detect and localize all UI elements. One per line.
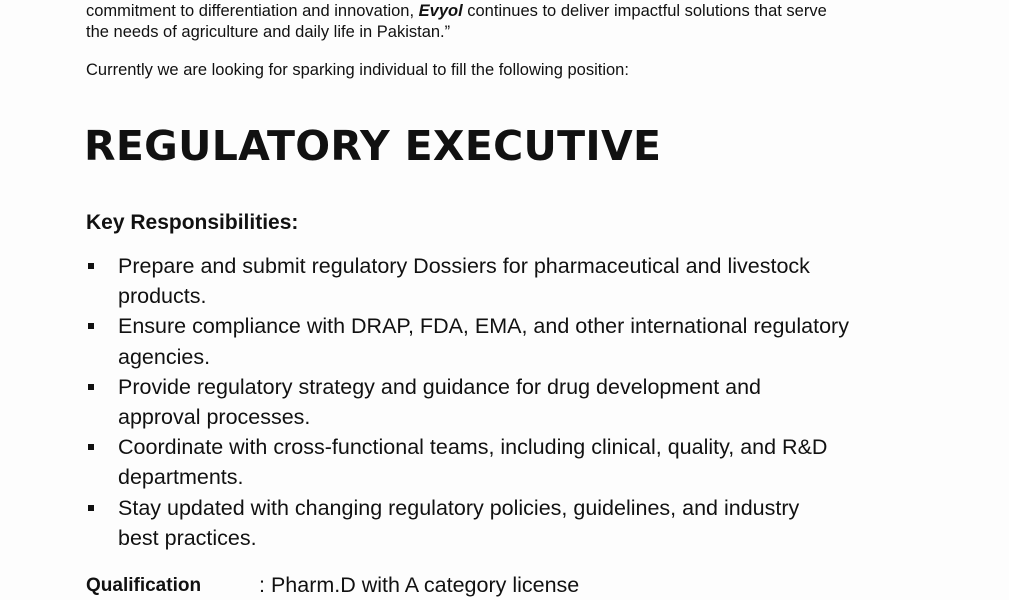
responsibility-line-1: Stay updated with changing regulatory policies, guidelines, and industry [118, 495, 800, 520]
responsibility-line-2: departments. [118, 465, 244, 490]
responsibility-line-1: Ensure compliance with DRAP, FDA, EMA, and other international regulatory [118, 314, 849, 339]
responsibility-line-2: approval processes. [118, 405, 311, 430]
brand-name: Evyol [418, 2, 463, 20]
responsibilities-list [86, 251, 946, 553]
job-title: REGULATORY EXECUTIVE [84, 122, 662, 170]
square-bullet-icon [88, 323, 94, 329]
responsibility-line-2: products. [118, 284, 207, 309]
qualification-value: : Pharm.D with A category license [259, 573, 580, 597]
key-responsibilities-heading: Key Responsibilities: [86, 211, 299, 234]
square-bullet-icon [88, 444, 94, 450]
responsibility-line-1: Prepare and submit regulatory Dossiers for pharmaceutical and livestock [118, 254, 810, 278]
square-bullet-icon [88, 384, 94, 390]
intro-line-1-start: commitment to differentiation and innovation, [86, 2, 419, 20]
responsibility-item [86, 251, 946, 311]
responsibility-item [86, 493, 946, 553]
responsibility-line-2: agencies. [118, 344, 211, 369]
responsibility-line-2: best practices. [118, 525, 257, 550]
square-bullet-icon [88, 263, 94, 269]
company-intro-paragraph [86, 1, 966, 43]
responsibility-item [86, 432, 946, 492]
intro-line-1-end: continues to deliver impactful solutions that serve [462, 2, 827, 20]
position-intro-text: Currently we are looking for sparking individual to fill the following position: [86, 61, 629, 79]
intro-line-1 [86, 2, 827, 20]
responsibility-line-1: Coordinate with cross-functional teams, including clinical, quality, and R&D [118, 435, 828, 460]
square-bullet-icon [88, 505, 94, 511]
intro-line-2: the needs of agriculture and daily life in Pakistan.” [86, 23, 451, 41]
responsibility-item [86, 311, 946, 371]
qualification-label: Qualification [86, 575, 202, 596]
responsibility-item [86, 372, 946, 432]
responsibility-line-1: Provide regulatory strategy and guidance for drug development and [118, 374, 762, 399]
